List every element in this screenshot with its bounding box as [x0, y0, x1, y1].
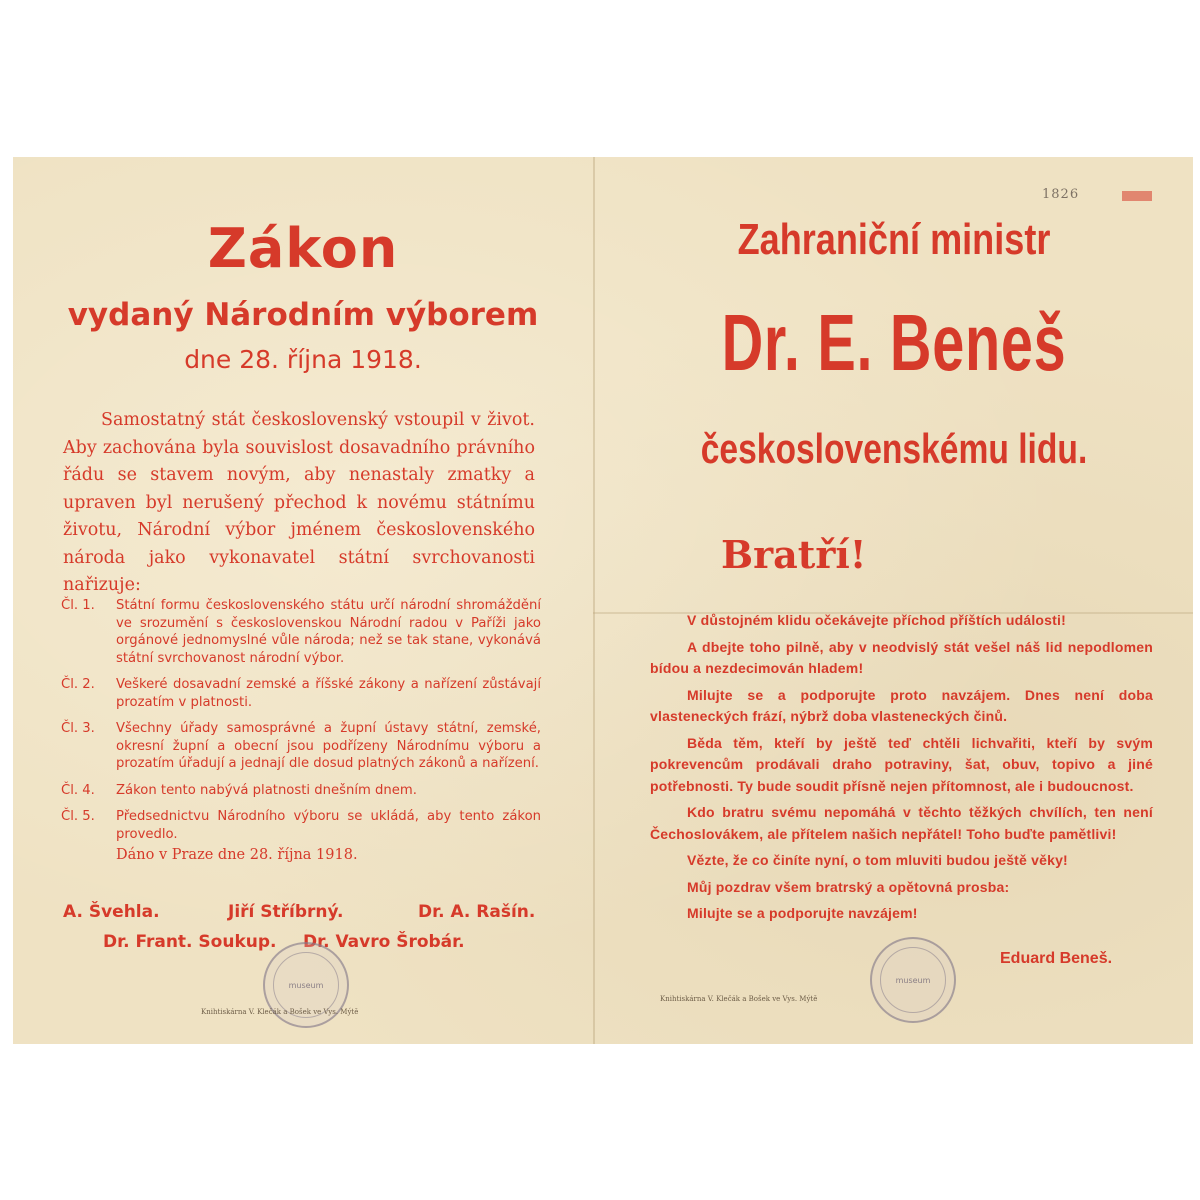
benes-signature: Eduard Beneš.: [1000, 950, 1113, 967]
catalog-number: 1826: [1042, 187, 1080, 202]
article-number: Čl. 3.: [61, 721, 95, 736]
law-subtitle: vydaný Národním výborem: [67, 297, 539, 333]
poster-sheet: [13, 157, 1193, 1044]
law-article: [61, 808, 541, 843]
law-article: [61, 597, 541, 667]
law-article: [61, 720, 541, 773]
right-poster: [595, 157, 1193, 1044]
law-article: [61, 676, 541, 711]
minister-heading: Zahraniční ministr: [737, 215, 1051, 264]
proclamation-paragraph: V důstojném klidu očekávejte příchod příštích události!: [687, 612, 1066, 628]
article-number: Čl. 2.: [61, 677, 95, 692]
article-text: Předsednictvu Národního výboru se ukládá, aby tento zákon provedlo.: [116, 809, 541, 842]
signature-stribrny: Jiří Stříbrný.: [228, 902, 344, 922]
signature-svehla: A. Švehla.: [63, 902, 160, 922]
article-number: Čl. 4.: [61, 782, 95, 798]
law-articles: [61, 597, 541, 852]
proclamation-paragraph: Kdo bratru svému nepomáhá v těchto těžkých chvílích, ten není Čechoslovákem, ale přítelem našich nepřátel! Toho buďte pamětlivi!: [650, 804, 1153, 842]
stamp-label: museum: [895, 975, 931, 985]
article-number: Čl. 5.: [61, 809, 95, 824]
law-dated: Dáno v Praze dne 28. října 1918.: [116, 847, 358, 863]
red-mark: [1122, 191, 1152, 201]
signature-srobar: Dr. Vavro Šrobár.: [303, 932, 465, 952]
addressee-heading: československému lidu.: [700, 425, 1088, 472]
proclamation-paragraph: A dbejte toho pilně, aby v neodvislý stát vešel náš lid nepodlomen bídou a nezdecimován hladem!: [650, 638, 1153, 676]
greeting: Bratří!: [721, 532, 867, 577]
proclamation-paragraph: Můj pozdrav všem bratrský a opětovná prosba:: [687, 878, 1010, 895]
law-date: dne 28. října 1918.: [184, 345, 422, 374]
proclamation-paragraph: Vězte, že co činíte nyní, o tom mluviti budou ještě věky!: [687, 852, 1068, 868]
proclamation-paragraph: Milujte se a podporujte proto navzájem. Dnes není doba vlasteneckých frází, nýbrž doba vlasteneckých činů.: [650, 686, 1153, 724]
minister-name: Dr. E. Beneš: [721, 298, 1067, 387]
article-text: Veškeré dosavadní zemské a říšské zákony a nařízení zůstávají prozatím v platnosti.: [116, 677, 541, 710]
law-article: [61, 782, 541, 800]
left-poster: [13, 157, 593, 1044]
law-title: Zákon: [207, 217, 399, 280]
article-text: Státní formu československého státu určí národní shromáždění ve srozumění s československou Národní radou v Paříži jako orgánové jednomyslné vůle národa; než se tak stane, vykonává státní svrchovanost národní výbor.: [116, 598, 541, 666]
law-preamble: [63, 407, 535, 600]
article-text: Zákon tento nabývá platnosti dnešním dnem.: [116, 782, 417, 798]
printer-imprint: Knihtiskárna V. Klečák a Bošek ve Vys. Mýtě: [201, 1008, 359, 1016]
law-preamble-text: Samostatný stát československý vstoupil v život. Aby zachována byla souvislost dosavadního právního řádu se stavem novým, aby nenastaly zmatky a upraven byl nerušený přechod k novému státnímu životu, Národní výbor jménem československého národa jako vykonavatel státní svrchovanosti nařizuje:: [63, 410, 535, 595]
article-number: Čl. 1.: [61, 598, 95, 613]
proclamation-paragraph: Běda těm, kteří by ještě teď chtěli lichvařiti, kteří by svým pokrevencům prodávali draho potraviny, šat, obuv, topivo a jiné potřebnosti. Ty bude soudit přísně nejen přítomnost, ale i budoucnost.: [650, 734, 1153, 794]
printer-imprint: Knihtiskárna V. Klečák a Bošek ve Vys. Mýtě: [660, 995, 818, 1003]
proclamation-body: [650, 610, 1153, 925]
museum-stamp-icon: [870, 937, 956, 1023]
signature-rasin: Dr. A. Rašín.: [418, 902, 536, 922]
stamp-label: museum: [288, 980, 324, 990]
article-text: Všechny úřady samosprávné a župní ústavy státní, zemské, okresní župní a obecní jsou podřízeny Národnímu výboru a prozatím úřadují a jednají dle dosud platných zákonů a nařízení.: [116, 721, 541, 771]
proclamation-paragraph: Milujte se a podporujte navzájem!: [687, 905, 918, 921]
stamp-ring: [880, 947, 946, 1013]
signature-soukup: Dr. Frant. Soukup.: [103, 932, 277, 952]
